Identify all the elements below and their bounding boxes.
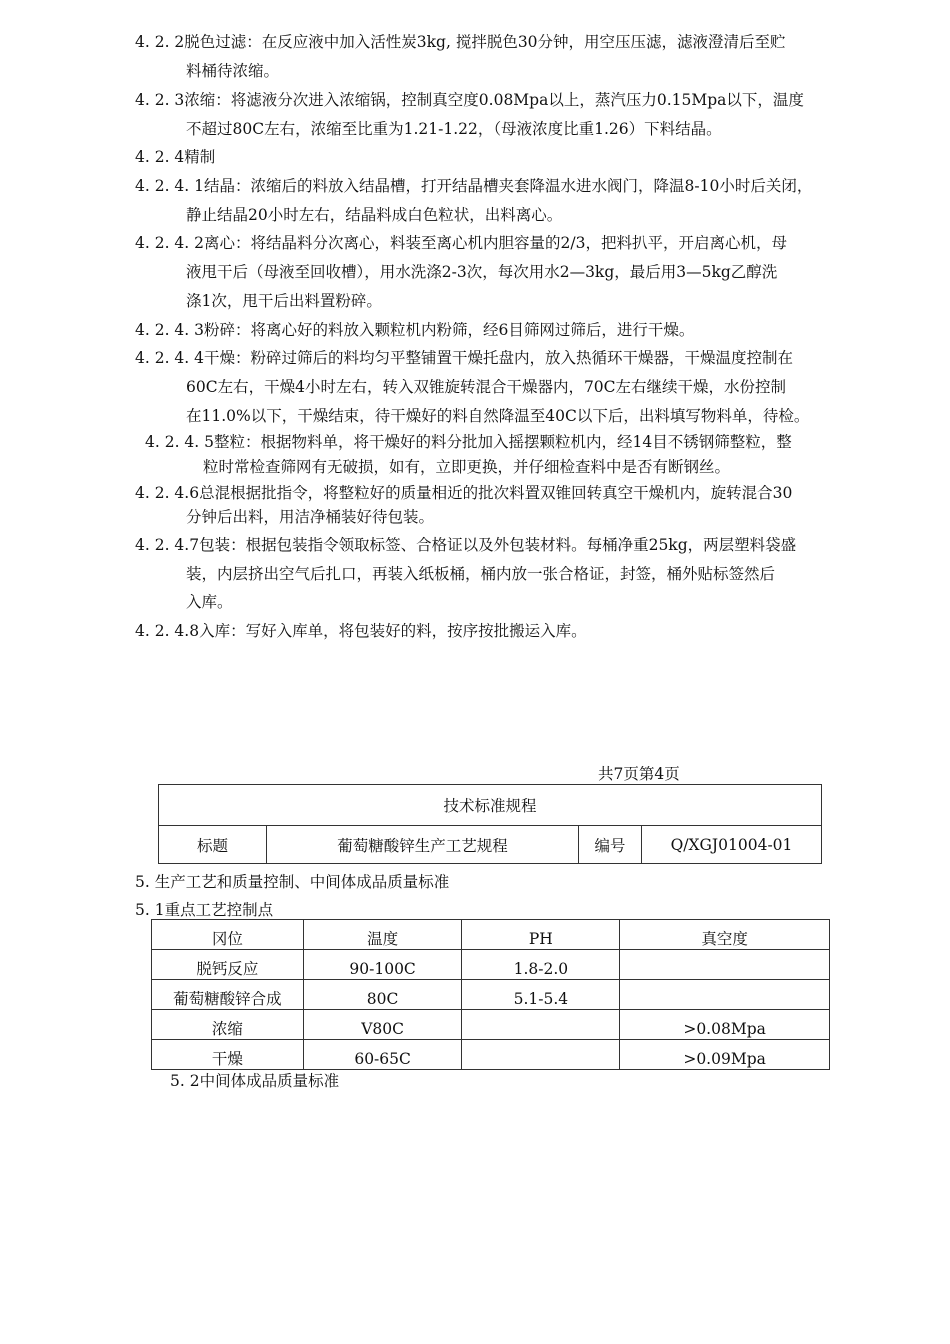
table-cell: 葡萄糖酸锌合成	[152, 980, 304, 1010]
table-header-row	[152, 920, 830, 950]
text-line: 4. 2. 2脱色过滤：在反应液中加入活性炭3kg, 搅拌脱色30分钟，用空压压滤，滤液澄清后至贮	[135, 33, 786, 51]
text-line: 液甩干后（母液至回收槽），用水洗涤2-3次，每次用水2—3kg，最后用3—5kg乙醇洗	[186, 263, 778, 281]
column-header: 冈位	[152, 920, 304, 950]
document-header-table	[158, 784, 822, 864]
page-number: 共7页第4页	[598, 765, 680, 783]
document-number: Q/XGJ01004-01	[670, 835, 793, 854]
table-cell	[462, 1010, 620, 1040]
table-cell: V80C	[303, 1010, 462, 1040]
text-line: 不超过80C左右，浓缩至比重为1.21-1.22，（母液浓度比重1.26）下料结晶。	[186, 120, 722, 138]
text-line: 装，内层挤出空气后扎口，再装入纸板桶，桶内放一张合格证，封签，桶外贴标签然后	[186, 565, 776, 583]
label-title: 标题	[159, 825, 267, 864]
text-line: 入库。	[186, 593, 233, 611]
process-control-table	[151, 919, 830, 1070]
table-row	[152, 950, 830, 980]
table-cell: 1.8-2.0	[462, 950, 620, 980]
text-line: 在11.0%以下，干燥结束，待干燥好的料自然降温至40C以下后，出料填写物料单，待检。	[186, 407, 810, 425]
table-cell: >0.08Mpa	[620, 1010, 830, 1040]
text-line: 4. 2. 3浓缩：将滤液分次进入浓缩锅，控制真空度0.08Mpa以上，蒸汽压力0.15Mpa以下，温度	[135, 91, 804, 109]
table-cell: >0.09Mpa	[620, 1040, 830, 1070]
table-row	[152, 1010, 830, 1040]
text-line: 分钟后出料，用洁净桶装好待包装。	[186, 508, 435, 526]
text-line: 粒时常检查筛网有无破损，如有，立即更换，并仔细检查料中是否有断钢丝。	[203, 458, 731, 476]
column-header: 温度	[303, 920, 462, 950]
table-cell: 脱钙反应	[152, 950, 304, 980]
table-row	[152, 1040, 830, 1070]
column-header: 真空度	[620, 920, 830, 950]
table-row	[152, 980, 830, 1010]
document-title: 葡萄糖酸锌生产工艺规程	[267, 825, 579, 864]
text-line: 4. 2. 4. 4干燥：粉碎过筛后的料均匀平整铺置干燥托盘内，放入热循环干燥器，干燥温度控制在	[135, 349, 794, 367]
text-line: 4. 2. 4.6总混根据批指令，将整粒好的质量相近的批次料置双锥回转真空干燥机内，旋转混合30	[135, 484, 793, 502]
text-line: 4. 2. 4. 2离心：将结晶料分次离心，料装至离心机内胆容量的2/3，把料扒平，开启离心机，母	[135, 234, 787, 252]
text-line: 4. 2. 4.8入库：写好入库单，将包装好的料，按序按批搬运入库。	[135, 622, 587, 640]
table-cell: 90-100C	[303, 950, 462, 980]
section-heading: 5. 生产工艺和质量控制、中间体成品质量标准	[135, 873, 450, 891]
table-cell: 5.1-5.4	[462, 980, 620, 1010]
text-line: 4. 2. 4. 5整粒：根据物料单，将干燥好的料分批加入摇摆颗粒机内，经14目不锈钢筛整粒，整	[145, 433, 792, 451]
subsection-heading: 5. 2中间体成品质量标准	[170, 1072, 340, 1090]
text-line: 料桶待浓缩。	[186, 62, 280, 80]
table-cell: 60-65C	[303, 1040, 462, 1070]
text-line: 4. 2. 4.7包装：根据包装指令领取标签、合格证以及外包装材料。每桶净重25kg，两层塑料袋盛	[135, 536, 797, 554]
table-cell	[462, 1040, 620, 1070]
text-line: 4. 2. 4. 1结晶：浓缩后的料放入结晶槽，打开结晶槽夹套降温水进水阀门，降温8-10小时后关闭，	[135, 177, 813, 195]
label-number: 编号	[579, 825, 642, 864]
table-cell: 浓缩	[152, 1010, 304, 1040]
table-cell: 干燥	[152, 1040, 304, 1070]
subsection-heading: 5. 1重点工艺控制点	[135, 901, 274, 919]
column-header: PH	[462, 920, 620, 950]
table-cell	[620, 980, 830, 1010]
text-line: 涤1次，甩干后出料置粉碎。	[186, 292, 382, 310]
table-cell: 80C	[303, 980, 462, 1010]
text-line: 4. 2. 4精制	[135, 148, 216, 166]
text-line: 静止结晶20小时左右，结晶料成白色粒状，出料离心。	[186, 206, 563, 224]
text-line: 60C左右，干燥4小时左右，转入双锥旋转混合干燥器内，70C左右继续干燥，水份控制	[186, 378, 787, 396]
text-line: 4. 2. 4. 3粉碎：将离心好的料放入颗粒机内粉筛，经6目筛网过筛后，进行干燥。	[135, 321, 695, 339]
header-title: 技术标准规程	[159, 785, 821, 826]
table-cell	[620, 950, 830, 980]
